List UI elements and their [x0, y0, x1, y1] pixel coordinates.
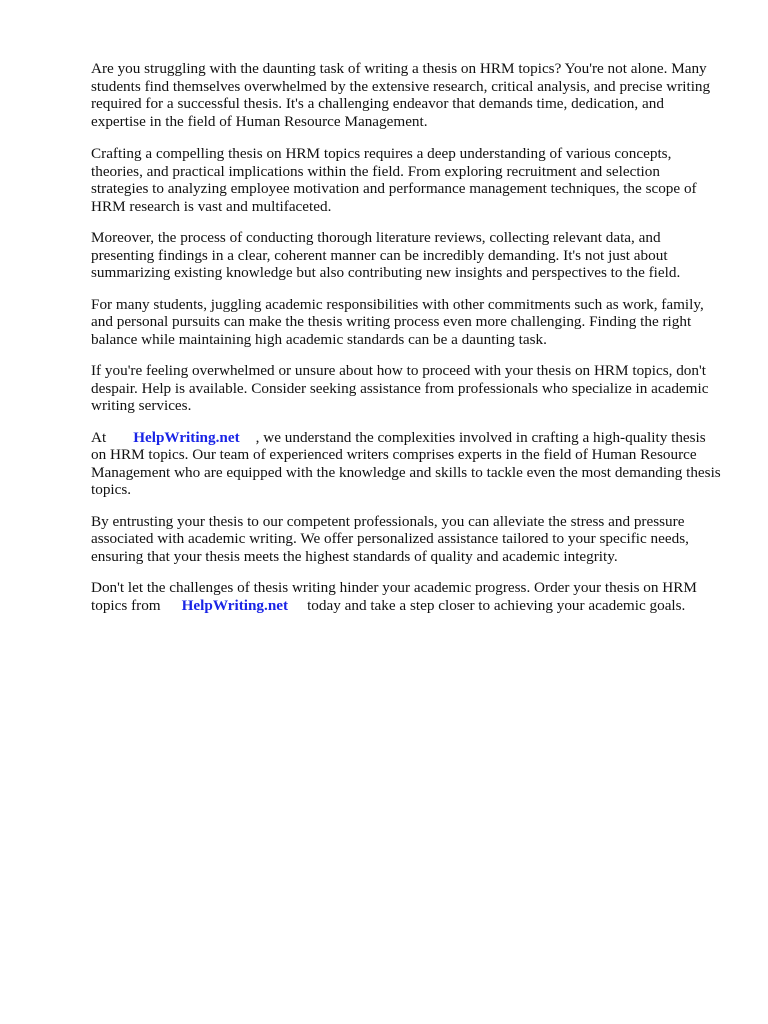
paragraph-students: For many students, juggling academic responsibilities with other commitments such as work, family, and personal pursuits can make the thesis writing process even more challenging. Finding the right balance while maintaining high academic standards can be a daunting task. [91, 295, 704, 348]
paragraph-at-helpwriting [91, 429, 721, 499]
paragraph-order [91, 579, 721, 614]
paragraph-crafting: Crafting a compelling thesis on HRM topics requires a deep understanding of various concepts, theories, and practical implications within the field. From exploring recruitment and selection strategies to analyzing employee motivation and performance management techniques, the scope of HRM research is vast and multifaceted. [91, 145, 697, 215]
helpwriting-link-bottom[interactable]: HelpWriting.net [181, 596, 289, 614]
paragraph-order-suffix: today and take a step closer to achieving your academic goals. [307, 596, 686, 614]
paragraph-order-prefix: Don't let the challenges of thesis writing hinder your academic progress. Order your thesis on HRM topics from [91, 579, 697, 614]
document-page [91, 60, 721, 628]
paragraph-moreover: Moreover, the process of conducting thorough literature reviews, collecting relevant data, and presenting findings in a clear, coherent manner can be incredibly demanding. It's not just about summarizing existing knowledge but also contributing new insights and perspectives to the field. [91, 229, 681, 281]
paragraph-intro: Are you struggling with the daunting task of writing a thesis on HRM topics? You're not alone. Many students find themselves overwhelmed by the extensive research, critical analysis, and precise writing required for a successful thesis. It's a challenging endeavor that demands time, dedication, and expertise in the field of Human Resource Management. [91, 60, 711, 130]
paragraph-entrusting: By entrusting your thesis to our competent professionals, you can alleviate the stress and pressure associated with academic writing. We offer personalized assistance tailored to your specific needs, ensuring that your thesis meets the highest standards of quality and academic integrity. [91, 512, 689, 565]
paragraph-at-prefix: At [91, 428, 107, 446]
paragraph-overwhelmed: If you're feeling overwhelmed or unsure about how to proceed with your thesis on HRM topics, don't despair. Help is available. Consider seeking assistance from professionals who specialize in academic writing services. [91, 362, 709, 414]
paragraph-at-suffix: , we understand the complexities involved in crafting a high-quality thesis on HRM topics. Our team of experienced writers comprises experts in the field of Human Resource Management who are equipped with the knowledge and skills to tackle even the most demanding thesis topics. [91, 428, 721, 498]
helpwriting-link[interactable]: HelpWriting.net [133, 428, 240, 446]
